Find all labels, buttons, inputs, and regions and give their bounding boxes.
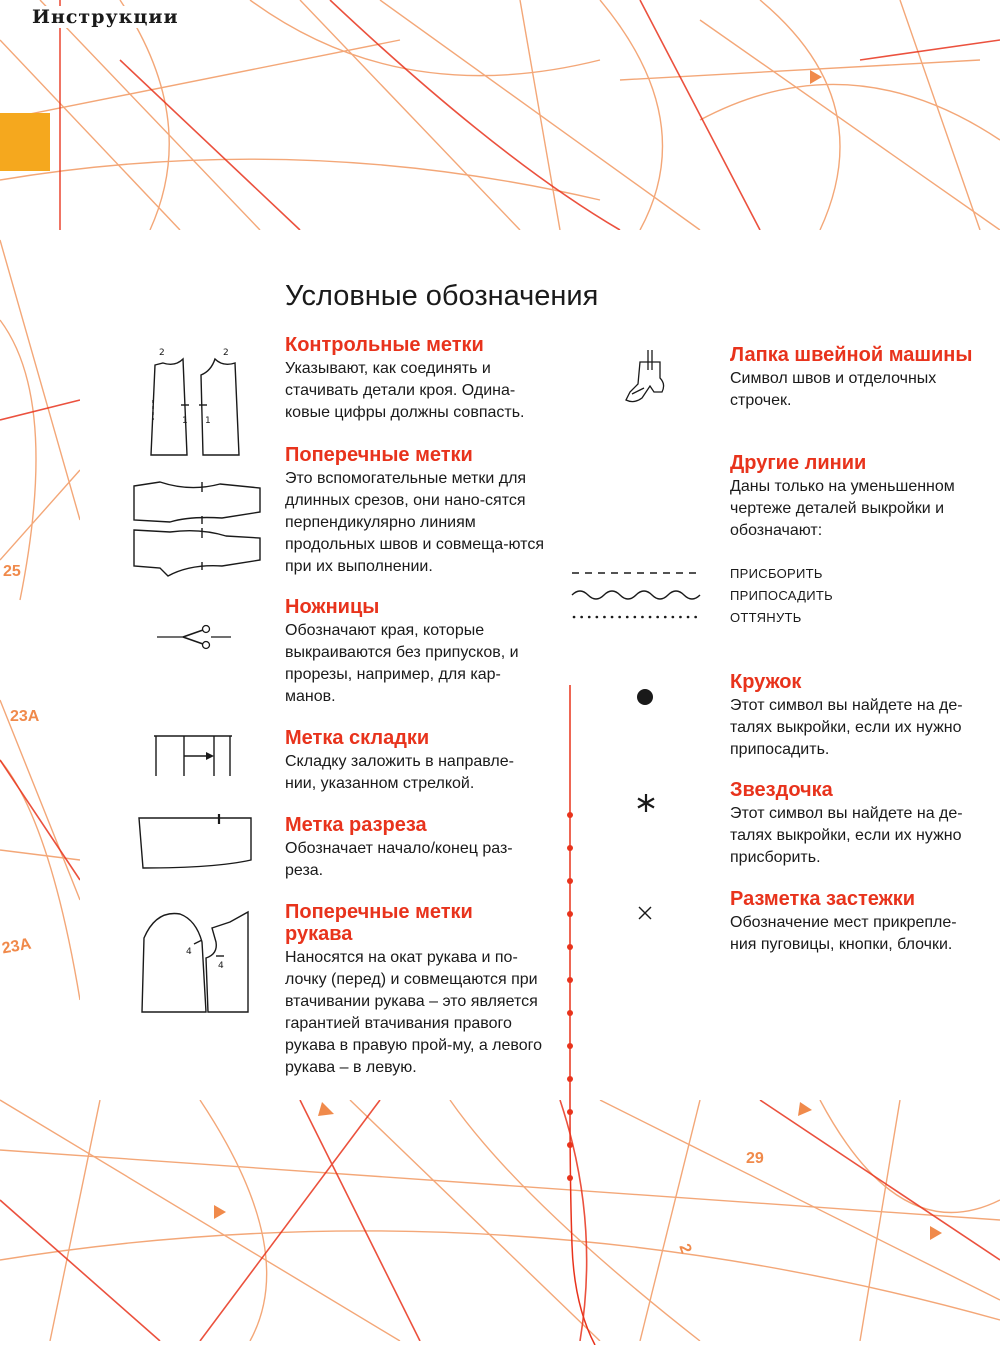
sleeve-marks-icon	[136, 908, 256, 1018]
entry-text: Указывают, как соединять и стачивать детали кроя. Одина-ковые цифры должны совпасть.	[285, 360, 525, 421]
legend-panel	[80, 230, 1000, 1100]
entry-text: Обозначает начало/конец раз-реза.	[285, 840, 513, 879]
notch-number: 1	[205, 416, 211, 426]
asterisk-icon	[635, 792, 657, 814]
entry-text: Это вспомогательные метки для длинных срезов, они нано-сятся перпендикулярно линиям продольных швов и совмеща-ются при их выполнении.	[285, 470, 544, 575]
legend-entry-cross-marks	[285, 444, 545, 578]
entry-heading: Контрольные метки	[285, 334, 484, 356]
decorative-red-line	[560, 685, 610, 1345]
entry-text: Наносятся на окат рукава и по-лочку (перед) и совмещаются при втачивании рукава – это является гарантией втачивания правого рукава в правую прой-му, а левого рукава – в левую.	[285, 949, 543, 1076]
legend-entry-asterisk	[730, 779, 980, 869]
entry-heading: Разметка застежки	[730, 888, 916, 910]
legend-entry-pleat-mark	[285, 727, 545, 795]
pleat-mark-icon	[152, 732, 237, 778]
line-type-stretch: ОТТЯНУТЬ	[730, 610, 802, 625]
section-title: Инструкции	[28, 6, 183, 28]
dot-icon	[634, 686, 656, 708]
entry-heading: Кружок	[730, 671, 802, 693]
entry-text: Этот символ вы найдете на де-талях выкройки, если их нужно присборить.	[730, 805, 963, 866]
notch-marks-icon	[145, 345, 245, 460]
pattern-number: 23A	[0, 935, 33, 958]
legend-entry-slit-mark	[285, 814, 545, 882]
legend-entry-scissors	[285, 596, 545, 708]
legend-entry-control-marks	[285, 334, 545, 424]
entry-heading: Лапка швейной машины	[730, 344, 973, 366]
notch-number: 2	[223, 348, 229, 358]
notch-number: 2	[159, 348, 165, 358]
cross-icon	[636, 904, 654, 922]
entry-heading: Метка складки	[285, 727, 430, 749]
entry-text: Этот символ вы найдете на де-талях выкройки, если их нужно припосадить.	[730, 697, 963, 758]
entry-heading: Поперечные метки рукава	[285, 901, 473, 945]
slit-mark-icon	[135, 812, 255, 872]
cross-marks-icon	[130, 478, 265, 578]
entry-heading: Поперечные метки	[285, 444, 473, 466]
notch-number: 4	[186, 947, 192, 957]
scissors-icon	[155, 622, 235, 652]
entry-heading: Другие линии	[730, 452, 867, 474]
pattern-number: 2	[675, 1241, 695, 1256]
entry-text: Складку заложить в направле-нии, указанном стрелкой.	[285, 753, 514, 792]
presser-foot-icon	[620, 348, 670, 408]
line-type-gather: ПРИСБОРИТЬ	[730, 566, 823, 581]
notch-number: 1	[182, 416, 188, 426]
legend-entry-sleeve-marks	[285, 901, 545, 1079]
entry-text: Символ швов и отделочных строчек.	[730, 370, 937, 409]
pattern-number: 23A	[10, 708, 40, 725]
entry-heading: Метка разреза	[285, 814, 427, 836]
legend-entry-presser-foot	[730, 344, 980, 412]
legend-entry-circle	[730, 671, 980, 761]
pattern-number: 25	[3, 563, 21, 580]
entry-text: Обозначают края, которые выкраиваются без припусков, и прорезы, например, для кар-манов.	[285, 622, 519, 705]
legend-entry-other-lines	[730, 452, 980, 542]
pattern-number: 29	[746, 1150, 764, 1167]
entry-text: Обозначение мест прикрепле-ния пуговицы, кнопки, блочки.	[730, 914, 957, 953]
line-types-icon	[570, 565, 705, 625]
notch-number: 4	[218, 961, 224, 971]
legend-title: Условные обозначения	[285, 280, 599, 312]
legend-entry-closure	[730, 888, 980, 956]
entry-text: Даны только на уменьшенном чертеже деталей выкройки и обозначают:	[730, 478, 955, 539]
line-type-ease: ПРИПОСАДИТЬ	[730, 588, 833, 603]
entry-heading: Звездочка	[730, 779, 833, 801]
entry-heading: Ножницы	[285, 596, 380, 618]
section-tab	[0, 113, 50, 171]
